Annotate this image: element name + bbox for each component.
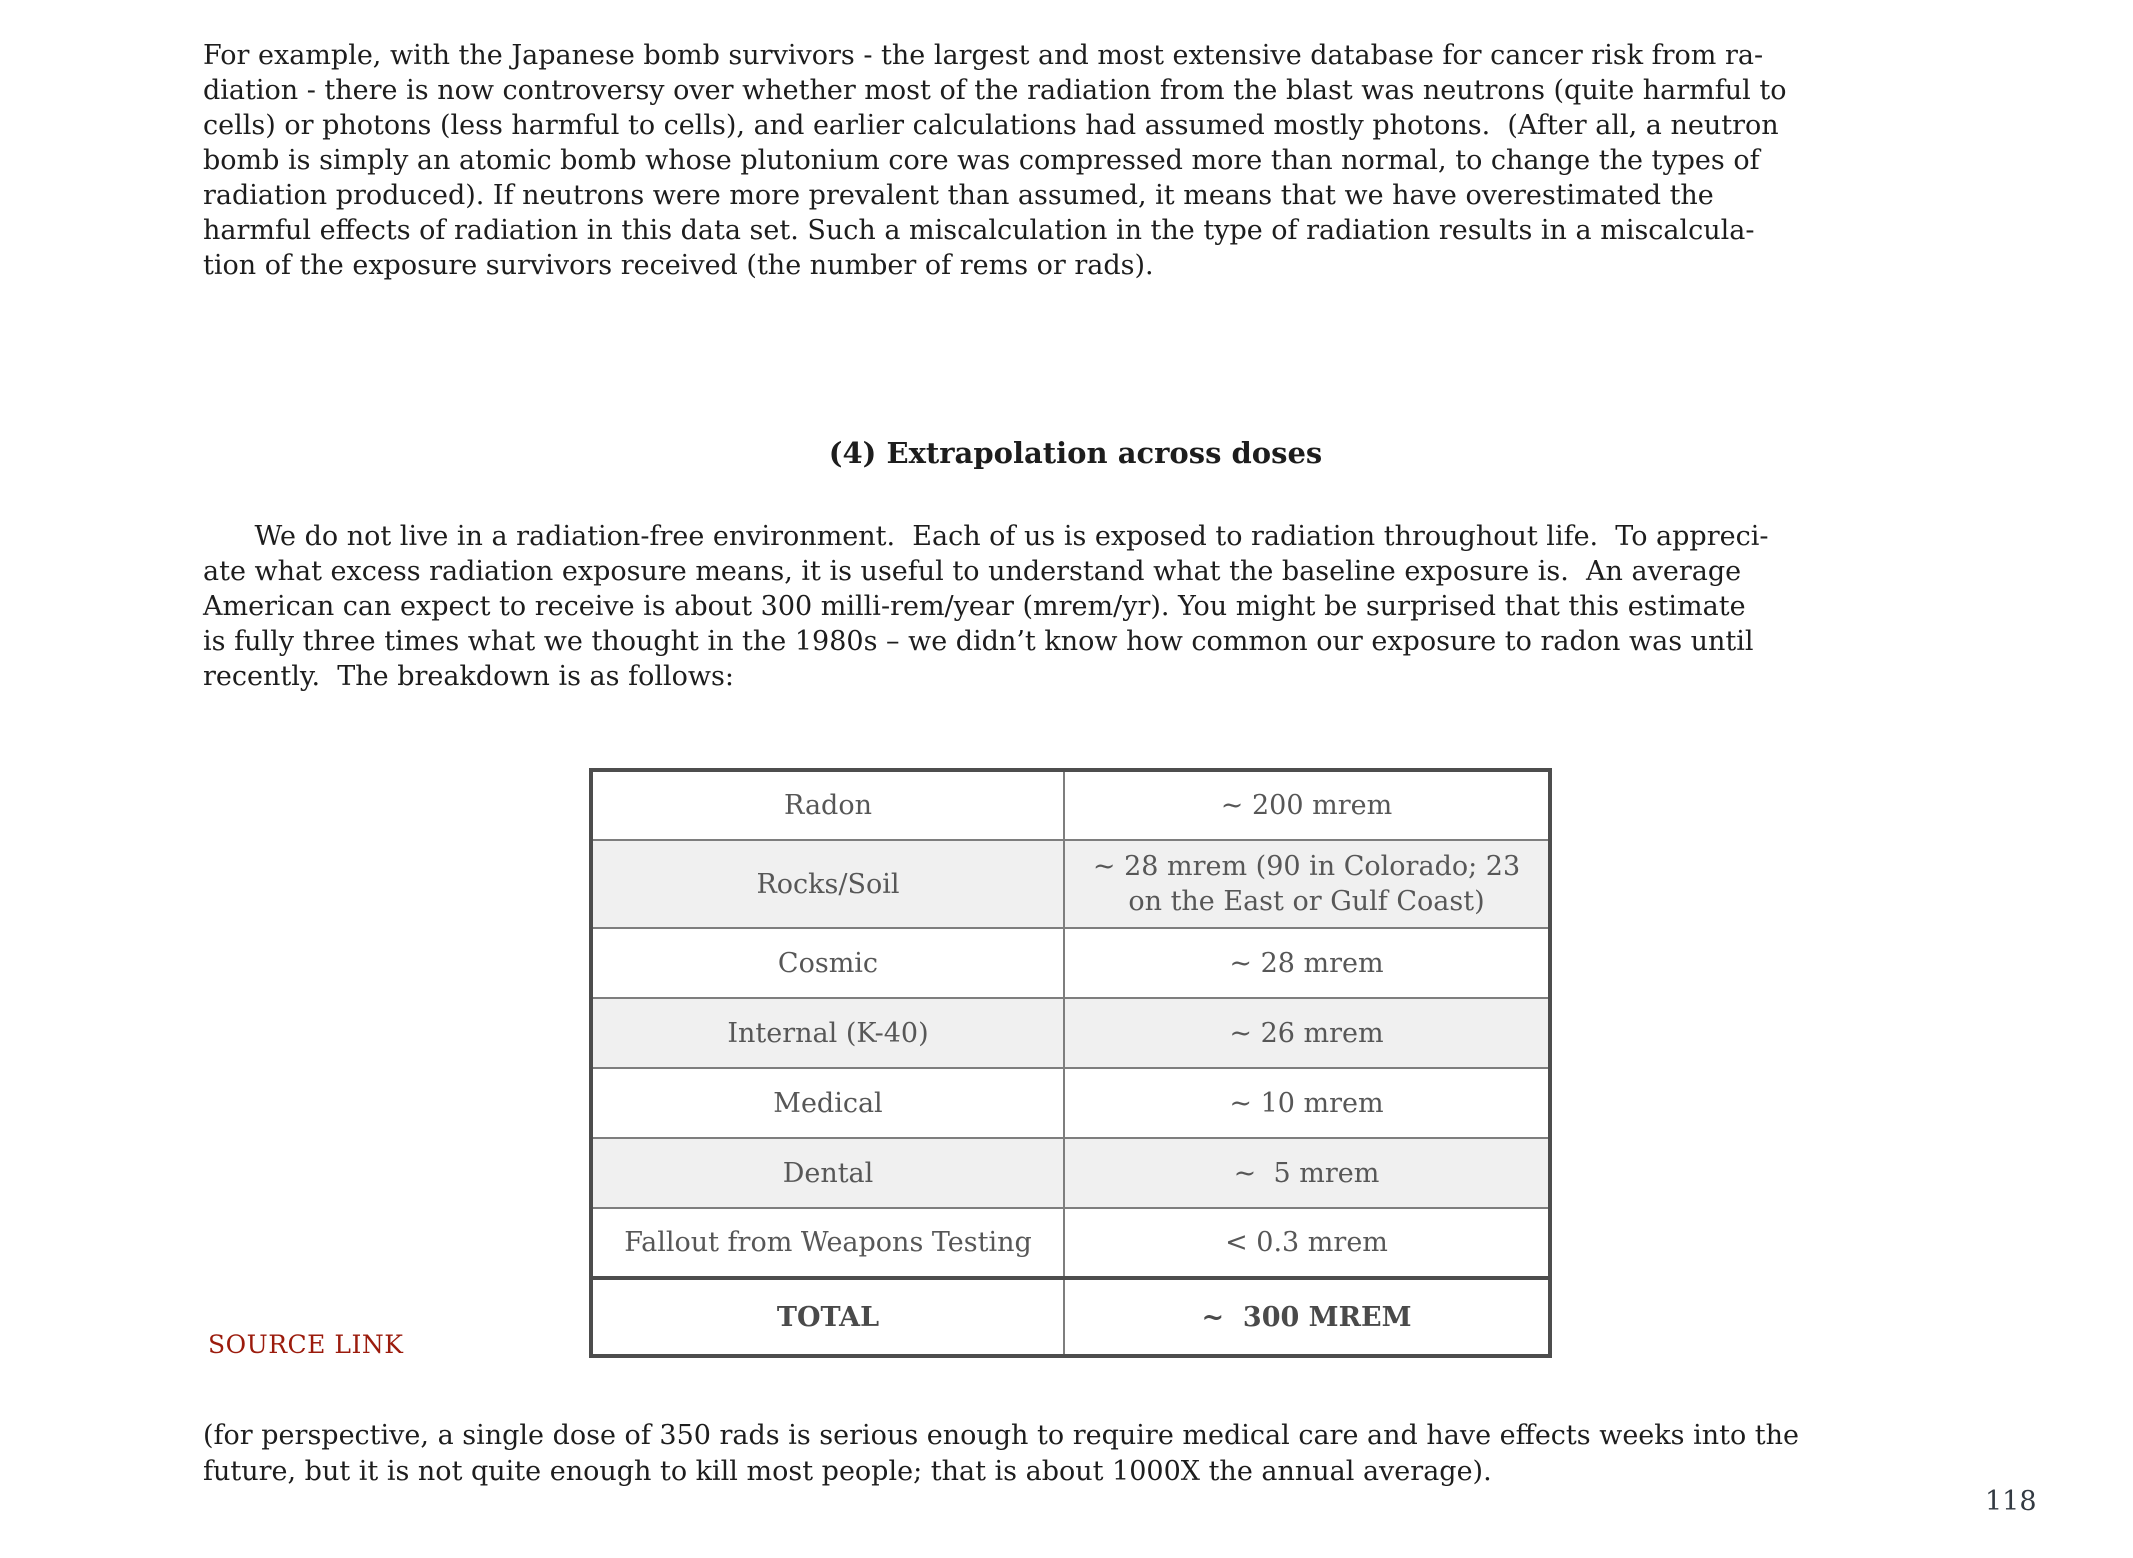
radiation-dose-table	[589, 768, 1552, 1358]
table-row	[591, 840, 1550, 928]
dose-value-cell: ~ 200 mrem	[1064, 770, 1550, 840]
text-line: recently. The breakdown is as follows:	[203, 661, 734, 692]
dose-value-cell: ~ 28 mrem	[1064, 928, 1550, 998]
dose-source-cell: Fallout from Weapons Testing	[591, 1208, 1064, 1278]
dose-source-cell: Dental	[591, 1138, 1064, 1208]
table-row	[591, 1138, 1550, 1208]
table-total-row	[591, 1278, 1550, 1356]
dose-source-cell: Cosmic	[591, 928, 1064, 998]
text-line: bomb is simply an atomic bomb whose plutonium core was compressed more than normal, to change the types of	[203, 145, 1760, 176]
text-line: cells) or photons (less harmful to cells), and earlier calculations had assumed mostly photons. (After all, a neutron	[203, 110, 1779, 141]
table-row	[591, 998, 1550, 1068]
paragraph-rads-perspective	[203, 1418, 1948, 1490]
text-line: harmful effects of radiation in this data set. Such a miscalculation in the type of radiation results in a miscalcula-	[203, 215, 1755, 246]
page-number: 118	[1985, 1486, 2037, 1517]
radiation-dose-table-body	[591, 770, 1550, 1278]
dose-value-cell: ~ 26 mrem	[1064, 998, 1550, 1068]
text-line: For example, with the Japanese bomb survivors - the largest and most extensive database for cancer risk from ra-	[203, 40, 1764, 71]
text-line: American can expect to receive is about 300 milli-rem/year (mrem/yr). You might be surprised that this estimate	[203, 591, 1746, 622]
paragraph-baseline-exposure	[203, 519, 1948, 694]
paragraph-japanese-survivors	[203, 38, 1948, 283]
dose-value-cell: ~ 5 mrem	[1064, 1138, 1550, 1208]
source-link[interactable]: SOURCE LINK	[208, 1330, 404, 1359]
dose-source-cell: Medical	[591, 1068, 1064, 1138]
text-line: ate what excess radiation exposure means, it is useful to understand what the baseline exposure is. An average	[203, 556, 1742, 587]
text-line: (for perspective, a single dose of 350 rads is serious enough to require medical care and have effects weeks into the	[203, 1420, 1800, 1451]
total-value-cell: ~ 300 MREM	[1064, 1278, 1550, 1356]
text-line: We do not live in a radiation-free environment. Each of us is exposed to radiation throughout life. To appreci-	[203, 521, 1769, 552]
table-row	[591, 770, 1550, 840]
dose-value-cell: ~ 28 mrem (90 in Colorado; 23 on the East or Gulf Coast)	[1064, 840, 1550, 928]
table-row	[591, 1068, 1550, 1138]
text-line: tion of the exposure survivors received (the number of rems or rads).	[203, 250, 1154, 281]
text-line: is fully three times what we thought in the 1980s – we didn’t know how common our exposure to radon was until	[203, 626, 1754, 657]
text-line: radiation produced). If neutrons were more prevalent than assumed, it means that we have overestimated the	[203, 180, 1714, 211]
radiation-dose-table-footer	[591, 1278, 1550, 1356]
table-row	[591, 928, 1550, 998]
dose-source-cell: Rocks/Soil	[591, 840, 1064, 928]
section-heading-extrapolation: (4) Extrapolation across doses	[828, 436, 1323, 470]
text-line: diation - there is now controversy over whether most of the radiation from the blast was neutrons (quite harmful to	[203, 75, 1787, 106]
dose-value-cell: < 0.3 mrem	[1064, 1208, 1550, 1278]
text-line: future, but it is not quite enough to kill most people; that is about 1000X the annual average).	[203, 1456, 1492, 1487]
dose-source-cell: Radon	[591, 770, 1064, 840]
total-label-cell: TOTAL	[591, 1278, 1064, 1356]
dose-value-cell: ~ 10 mrem	[1064, 1068, 1550, 1138]
table-row	[591, 1208, 1550, 1278]
dose-source-cell: Internal (K-40)	[591, 998, 1064, 1068]
